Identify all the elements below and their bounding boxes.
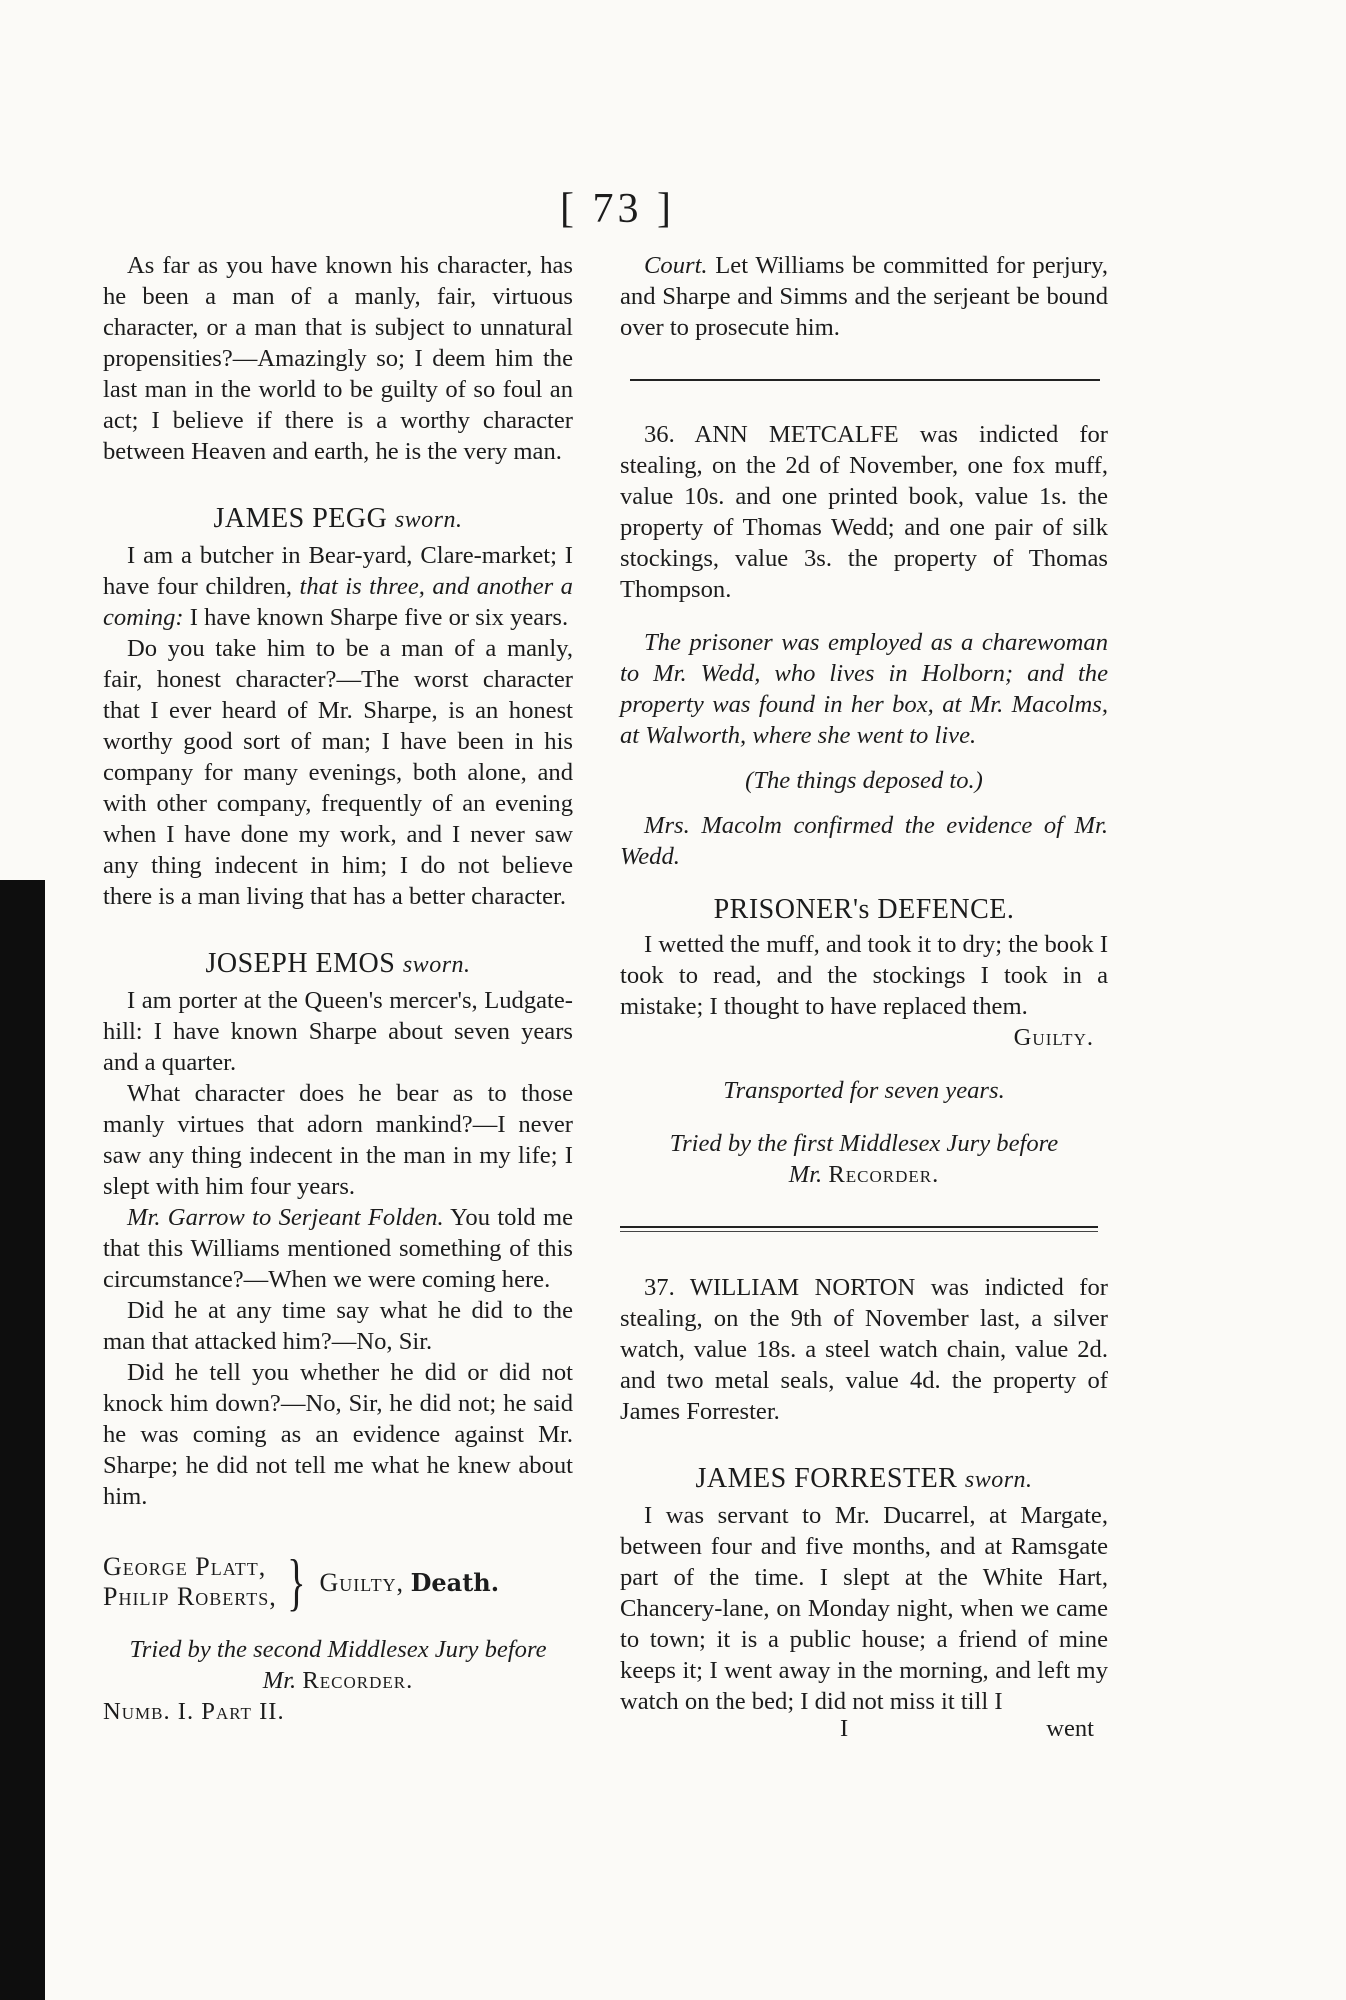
right-column — [620, 250, 1108, 1744]
text-run: Let Williams be committed for perjury, and Sharpe and Simms and the serjeant be bound over to prosecute him. — [620, 252, 1108, 341]
recorder-label: Recorder. — [828, 1161, 940, 1188]
italic-run: Court. — [644, 252, 708, 279]
witness-heading — [103, 948, 573, 981]
jury-note: Tried by the second Middlesex Jury before — [129, 1636, 547, 1663]
brace-glyph: } — [286, 1546, 306, 1617]
sworn-label: sworn. — [402, 952, 471, 978]
verdict-sentence: Death. — [410, 1567, 500, 1597]
case-note: Mrs. Macolm confirmed the evidence of Mr. Wedd. — [620, 812, 1108, 870]
page-footer — [620, 1713, 1108, 1744]
paragraph: I was servant to Mr. Ducarrel, at Margate, between four and five months, and at Ramsgate part of the time. I slept at the White Hart, Chancery-lane, on Monday night, when we came to town; it is a public house; a friend of mine keeps it; I went away in the morning, and left my watch on the bed; I did not miss it till I — [620, 1502, 1108, 1715]
scan-edge-bar — [0, 880, 45, 2000]
page-number: [ 73 ] — [560, 186, 675, 232]
verdict-text: Guilty, — [319, 1567, 405, 1597]
paragraph: Did he tell you whether he did or did not knock him down?—No, Sir, he did not; he said he was coming as an evidence against Mr. Sharpe; he did not tell me what he knew about him. — [103, 1359, 573, 1510]
text-run: You told me that this Williams mentioned something of this circumstance?—When we were coming here. — [103, 1204, 573, 1293]
paragraph: What character does he bear as to those manly virtues that adorn mankind?—I never saw any thing indecent in the man in my life; I slept with him four years. — [103, 1080, 573, 1200]
sworn-label: sworn. — [394, 507, 463, 533]
witness-name: JOSEPH EMOS — [205, 948, 396, 979]
paragraph — [103, 540, 573, 633]
witness-heading — [620, 1463, 1108, 1496]
sworn-label: sworn. — [964, 1467, 1033, 1493]
paragraph: Did he at any time say what he did to the man that attacked him?—No, Sir. — [103, 1297, 573, 1355]
jury-note: Tried by the first Middlesex Jury before — [669, 1130, 1059, 1157]
case-paragraph: 36. ANN METCALFE was indicted for stealing, on the 2d of November, one fox muff, value 10s. and one printed book, value 1s. the property of Thomas Wedd; and one pair of silk stockings, value 3s. the property of Thomas Thompson. — [620, 421, 1108, 603]
italic-run: Mr. — [262, 1667, 297, 1694]
paragraph: I am porter at the Queen's mercer's, Ludgate-hill: I have known Sharpe about seven years and a quarter. — [103, 987, 573, 1076]
defendant-name: George Platt, — [103, 1552, 267, 1581]
paragraph: As far as you have known his character, has he been a man of a manly, fair, virtuous character, or a man that is subject to unnatural propensities?—Amazingly so; I deem him the last man in the world to be guilty of so foul an act; I believe if there is a worthy character between Heaven and earth, he is the very man. — [103, 252, 573, 465]
paragraph — [103, 1202, 573, 1295]
recorder-label: Recorder. — [302, 1667, 414, 1694]
witness-name: JAMES PEGG — [213, 503, 388, 534]
verdict-block — [103, 1546, 573, 1617]
italic-run: Mr. Garrow to Serjeant Folden. — [127, 1204, 444, 1231]
case-note: (The things deposed to.) — [745, 767, 983, 794]
defence-heading: PRISONER's DEFENCE. — [713, 894, 1015, 925]
text-run: I have known Sharpe five or six years. — [189, 604, 569, 631]
signature-mark: I — [840, 1715, 849, 1742]
paragraph: I wetted the muff, and took it to dry; the book I took to read, and the stockings I took in a mistake; I thought to have replaced them. — [620, 931, 1109, 1020]
witness-heading — [103, 503, 573, 536]
italic-run: that is three, and another a coming: — [103, 573, 573, 631]
left-column — [103, 250, 573, 1727]
text-run: I am a butcher in Bear-yard, Clare-market; I have four children, — [103, 542, 573, 600]
jury-recorder — [620, 1159, 1108, 1190]
case-paragraph: 37. WILLIAM NORTON was indicted for stealing, on the 9th of November last, a silver watch, value 18s. a steel watch chain, value 2d. and two metal seals, value 4d. the property of James Forrester. — [620, 1274, 1108, 1425]
jury-recorder — [103, 1665, 573, 1696]
defendant-names — [103, 1552, 277, 1612]
paragraph: Do you take him to be a man of a manly, fair, honest character?—The worst character that I ever heard of Mr. Sharpe, is an honest worthy good sort of man; I have been in his company for many evenings, both alone, and with other company, frequently of an evening when I have done my work, and I never saw any thing indecent in him; I do not believe there is a man living that has a better character. — [103, 635, 573, 910]
defendant-name: Philip Roberts, — [103, 1582, 277, 1611]
section-rule — [620, 1226, 1098, 1232]
italic-run: Mr. — [788, 1161, 823, 1188]
sentence-note: Transported for seven years. — [723, 1077, 1005, 1104]
case-note: The prisoner was employed as a charewoman to Mr. Wedd, who lives in Holborn; and the property was found in her box, at Mr. Macolms, at Walworth, where she went to live. — [620, 629, 1108, 749]
witness-name: JAMES FORRESTER — [695, 1463, 958, 1494]
paragraph — [620, 250, 1108, 343]
verdict-text: Guilty. — [1013, 1024, 1094, 1051]
catchword: went — [1046, 1715, 1094, 1742]
part-number: Numb. I. Part II. — [103, 1698, 285, 1725]
section-rule — [630, 379, 1100, 381]
